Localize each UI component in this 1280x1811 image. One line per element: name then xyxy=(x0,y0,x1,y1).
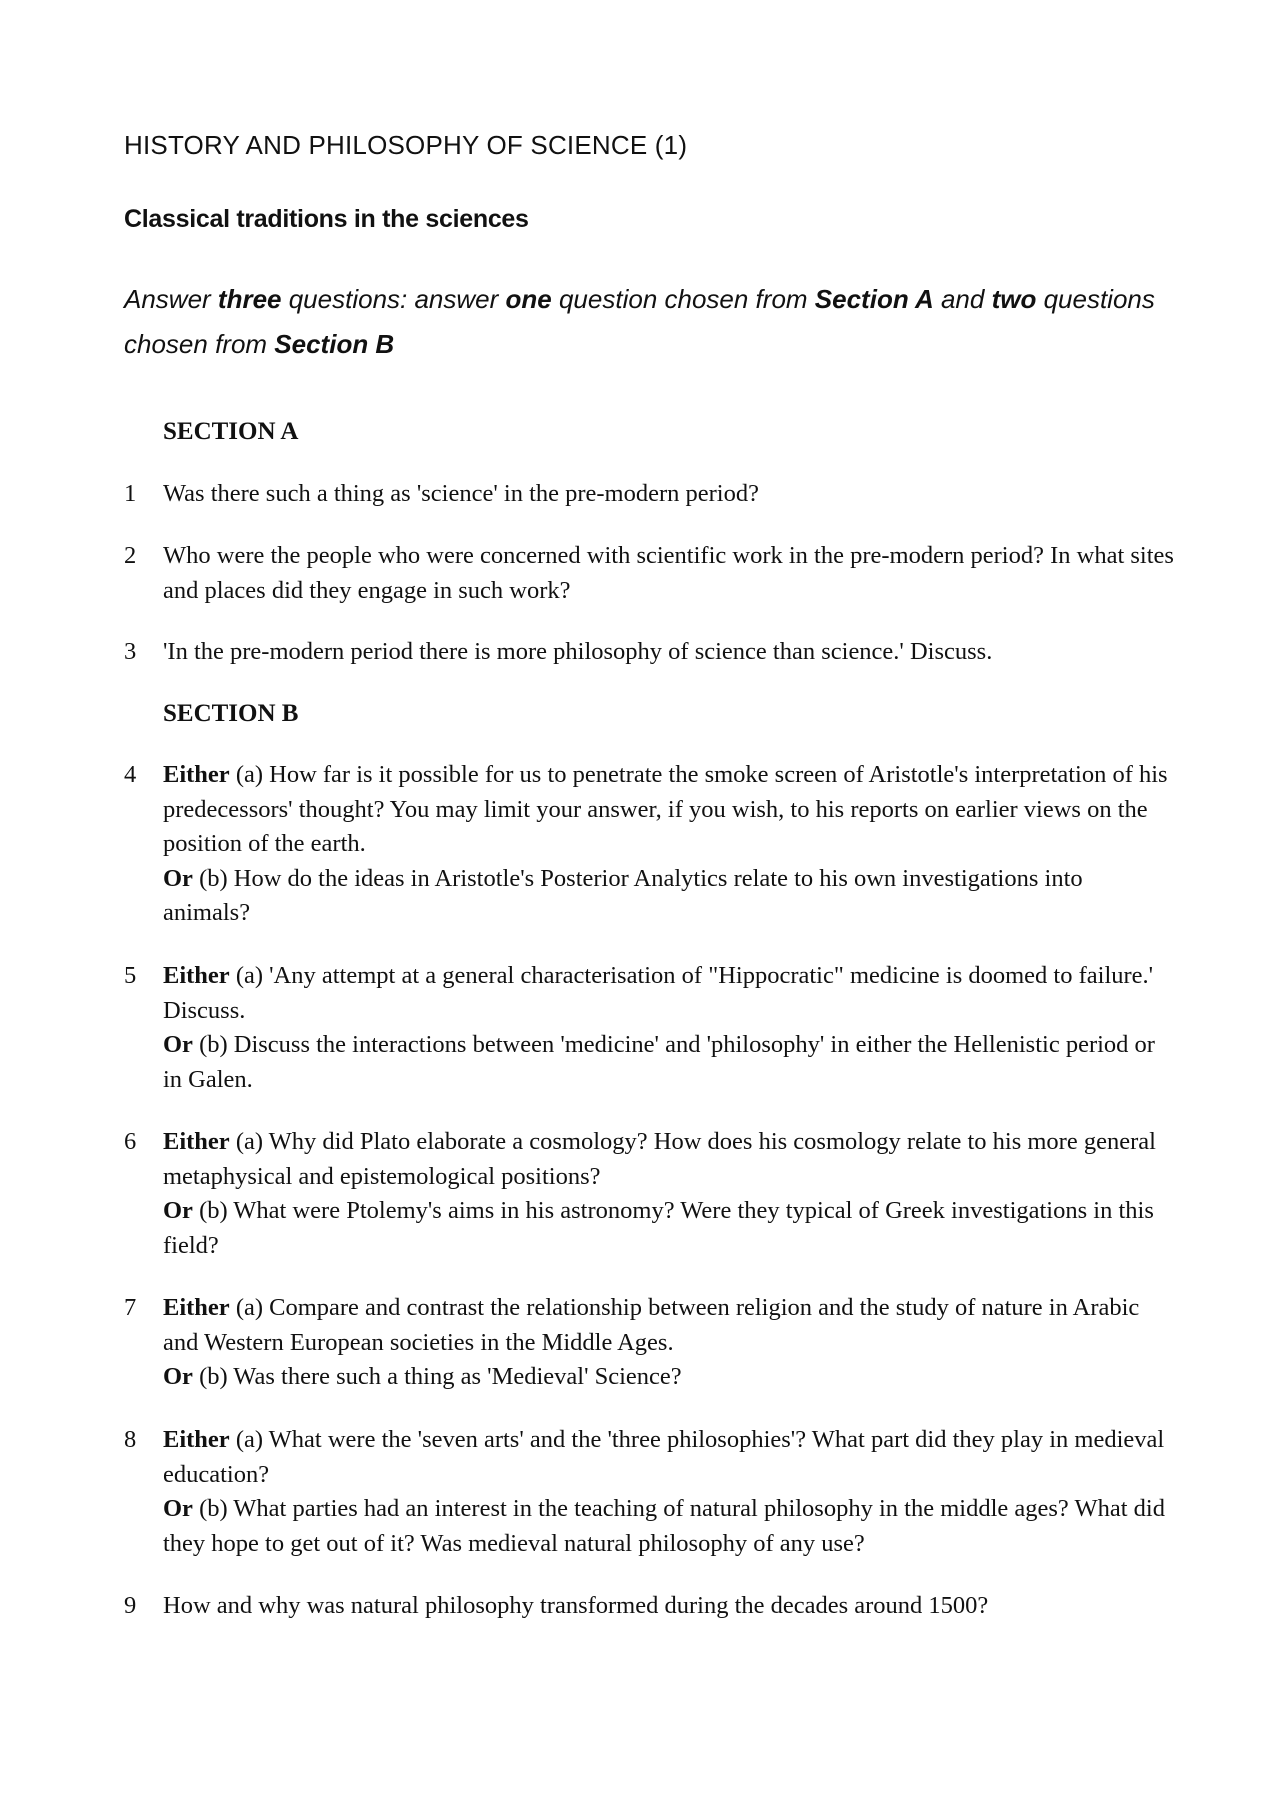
instructions-text-3: question chosen from xyxy=(551,284,815,314)
part-a-text: (a) 'Any attempt at a general characterisation of "Hippocratic" medicine is doomed to failure.' Discuss. xyxy=(163,962,1154,1024)
question-8 xyxy=(124,1423,1174,1561)
part-b-text: (b) Was there such a thing as 'Medieval' Science? xyxy=(192,1363,682,1390)
question-part-a xyxy=(163,1291,1174,1360)
question-body xyxy=(163,1125,1174,1263)
part-b-text: (b) What were Ptolemy's aims in his astronomy? Were they typical of Greek investigations in this field? xyxy=(163,1197,1154,1259)
instructions-emph-2: one xyxy=(505,284,552,314)
or-keyword: Or xyxy=(163,864,193,892)
question-text: 'In the pre-modern period there is more philosophy of science than science.' Discuss. xyxy=(163,638,993,665)
part-a-text: (a) How far is it possible for us to penetrate the smoke screen of Aristotle's interpretation of his predecessors' thought? You may limit your answer, if you wish, to his reports on earlier views on the position of the earth. xyxy=(163,761,1168,857)
section-b-heading: SECTION B xyxy=(163,700,299,727)
part-b-text: (b) What parties had an interest in the teaching of natural philosophy in the middle ages? What did they hope to get out of it? Was medieval natural philosophy of any use? xyxy=(163,1495,1165,1557)
question-5 xyxy=(124,959,1174,1097)
instructions-text-1: Answer xyxy=(124,284,218,314)
exam-instructions xyxy=(124,277,1164,367)
question-part-a xyxy=(163,959,1174,1028)
instructions-text-5: questions chosen from xyxy=(124,284,1155,359)
question-number: 3 xyxy=(124,638,137,665)
question-number: 2 xyxy=(124,542,137,569)
instructions-emph-3: Section A xyxy=(814,284,934,314)
part-a-text: (a) What were the 'seven arts' and the 'three philosophies'? What part did they play in medieval education? xyxy=(163,1426,1165,1488)
exam-title: HISTORY AND PHILOSOPHY OF SCIENCE (1) xyxy=(124,130,688,160)
instructions-emph-1: three xyxy=(217,284,282,314)
question-part-b xyxy=(163,1194,1174,1263)
question-9 xyxy=(124,1589,1174,1624)
or-keyword: Or xyxy=(163,1197,193,1224)
question-text: Was there such a thing as 'science' in the pre-modern period? xyxy=(163,480,759,507)
question-6 xyxy=(124,1125,1174,1263)
question-body xyxy=(163,1423,1174,1561)
either-keyword: Either xyxy=(163,962,230,989)
question-number: 7 xyxy=(124,1294,137,1321)
question-number: 5 xyxy=(124,962,137,989)
or-keyword: Or xyxy=(163,1363,193,1390)
either-keyword: Either xyxy=(163,1128,230,1155)
question-1 xyxy=(124,477,1174,512)
or-keyword: Or xyxy=(163,1495,193,1522)
question-number: 6 xyxy=(124,1128,137,1155)
question-body xyxy=(163,758,1174,931)
paper-subtitle: Classical traditions in the sciences xyxy=(124,205,529,233)
question-number: 9 xyxy=(124,1592,137,1619)
question-body xyxy=(163,1291,1174,1395)
question-number: 8 xyxy=(124,1426,137,1453)
question-body xyxy=(163,959,1174,1097)
either-keyword: Either xyxy=(163,1294,230,1321)
question-2 xyxy=(124,539,1174,608)
question-part-a xyxy=(163,1125,1174,1194)
question-part-b xyxy=(163,1492,1174,1561)
part-a-text: (a) Why did Plato elaborate a cosmology? How does his cosmology relate to his more general metaphysical and epistemological positions? xyxy=(163,1128,1156,1190)
instructions-text-2: questions: answer xyxy=(281,284,506,314)
either-keyword: Either xyxy=(163,761,230,788)
question-part-a xyxy=(163,758,1174,862)
question-number: 1 xyxy=(124,480,137,507)
part-b-text: (b) How do the ideas in Aristotle's Posterior Analytics relate to his own investigations into animals? xyxy=(163,864,1083,926)
question-number: 4 xyxy=(124,761,137,788)
question-text: How and why was natural philosophy transformed during the decades around 1500? xyxy=(163,1592,989,1619)
question-text: Who were the people who were concerned with scientific work in the pre-modern period? In what sites and places did they engage in such work? xyxy=(163,542,1174,604)
part-a-text: (a) Compare and contrast the relationship between religion and the study of nature in Arabic and Western European societies in the Middle Ages. xyxy=(163,1294,1140,1356)
question-part-b xyxy=(163,862,1174,931)
question-part-b xyxy=(163,1028,1174,1097)
question-part-a xyxy=(163,1423,1174,1492)
instructions-text-4: and xyxy=(933,284,992,314)
part-b-text: (b) Discuss the interactions between 'medicine' and 'philosophy' in either the Hellenistic period or in Galen. xyxy=(163,1031,1155,1093)
either-keyword: Either xyxy=(163,1426,230,1453)
instructions-emph-4: two xyxy=(991,284,1037,314)
question-4 xyxy=(124,758,1174,931)
question-3 xyxy=(124,635,1174,670)
question-part-b xyxy=(163,1360,1174,1395)
question-7 xyxy=(124,1291,1174,1395)
or-keyword: Or xyxy=(163,1031,193,1058)
section-a-heading: SECTION A xyxy=(163,418,299,445)
instructions-emph-5: Section B xyxy=(274,329,395,359)
